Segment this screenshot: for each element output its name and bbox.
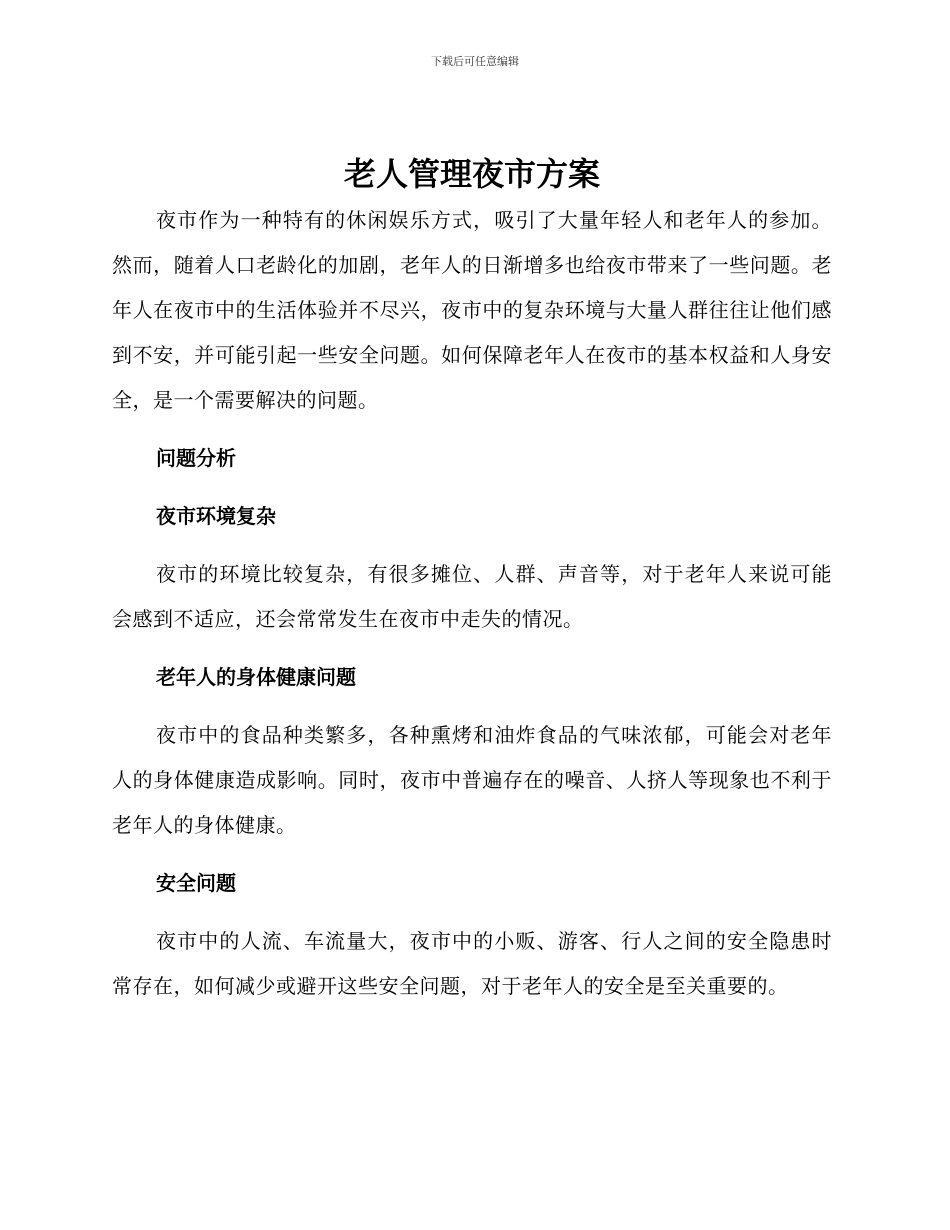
header-note: 下载后可任意编辑 [431,55,519,68]
intro-paragraph: 夜市作为一种特有的休闲娱乐方式，吸引了大量年轻人和老年人的参加。然而，随着人口老龄化的加剧，老年人的日渐增多也给夜市带来了一些问题。老年人在夜市中的生活体验并不尽兴，夜市中的复杂环境与大量人群往往让他们感到不安，并可能引起一些安全问题。如何保障老年人在夜市的基本权益和人身安全，是一个需要解决的问题。 [112,208,832,412]
subsection-heading-health: 老年人的身体健康问题 [156,665,356,689]
spacer [112,481,832,494]
subsection-heading-environment: 夜市环境复杂 [156,504,276,528]
document-body [112,150,832,1009]
section-heading: 问题分析 [156,446,236,470]
spacer [112,539,832,552]
document-title: 老人管理夜市方案 [343,155,600,193]
subsection-body-safety: 夜市中的人流、车流量大，夜市中的小贩、游客、行人之间的安全隐患时常存在，如何减少或避开这些安全问题，对于老年人的安全是至关重要的。 [112,929,832,998]
subsection-heading-safety: 安全问题 [156,871,236,895]
subsection-body-health: 夜市中的食品种类繁多，各种熏烤和油炸食品的气味浓郁，可能会对老年人的身体健康造成影响。同时，夜市中普遍存在的噪音、人挤人等现象也不利于老年人的身体健康。 [112,723,832,837]
spacer [112,848,832,861]
spacer [112,700,832,713]
spacer [112,642,832,655]
subsection-body-environment: 夜市的环境比较复杂，有很多摊位、人群、声音等，对于老年人来说可能会感到不适应，还会常常发生在夜市中走失的情况。 [112,562,832,631]
spacer [112,423,832,436]
spacer [112,906,832,919]
